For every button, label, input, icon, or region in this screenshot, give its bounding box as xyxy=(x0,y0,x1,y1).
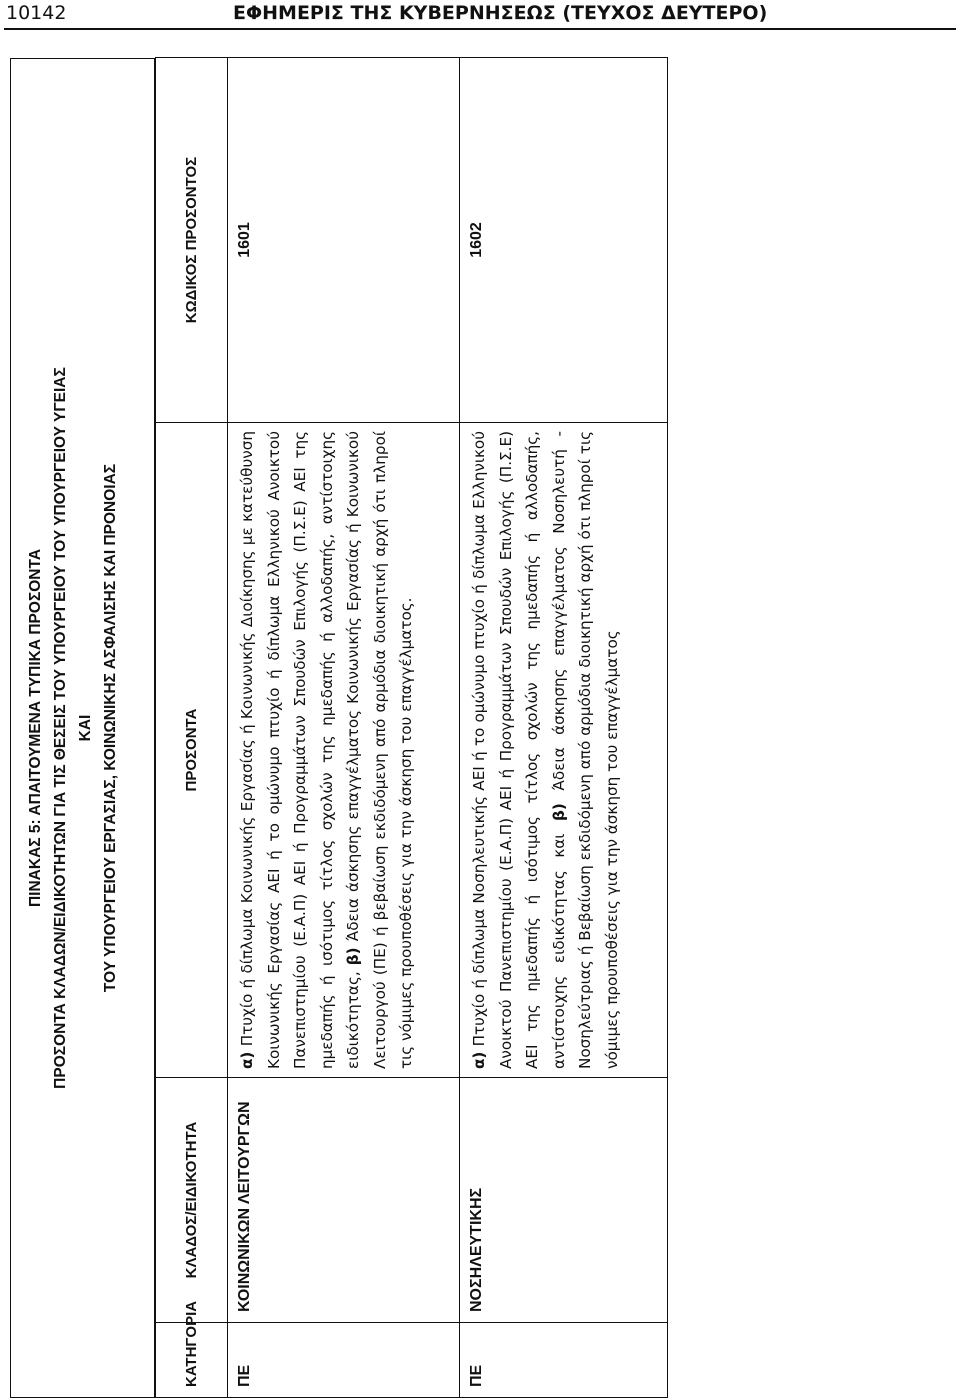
header-category: ΚΑΤΗΓΟΡΙΑ xyxy=(156,1323,228,1398)
item-a-label: α) xyxy=(470,1051,488,1069)
header-code: ΚΩΔΙΚΟΣ ΠΡΟΣΟΝΤΟΣ xyxy=(156,58,228,423)
category-cell: ΠΕ xyxy=(228,1323,460,1398)
qualifications-cell xyxy=(228,423,460,1078)
qualifications-table xyxy=(155,57,668,1398)
table-row xyxy=(228,58,460,1398)
category-cell: ΠΕ xyxy=(460,1323,668,1398)
page-number: 10142 xyxy=(6,2,67,24)
item-a-label: α) xyxy=(238,1051,256,1069)
table-row xyxy=(460,58,668,1398)
caption-line-2: ΠΡΟΣΟΝΤΑ ΚΛΑΔΩΝ/ΕΙΔΙΚΟΤΗΤΩΝ ΓΙΑ ΤΙΣ ΘΕΣΕΙΣ ΤΟΥ ΥΠΟΥΡΓΕΙΟΥ ΤΟΥ ΥΠΟΥΡΓΕΙΟΥ ΥΓΕΙΑΣ xyxy=(52,367,69,1089)
item-a-text: Πτυχίο ή δίπλωμα Νοσηλευτικής ΑΕΙ ή το ομώνυμο πτυχίο ή δίπλωμα Ελληνικού Ανοικτού Πανεπιστημίου (Ε.Α.Π) ΑΕΙ ή Προγραμμάτων Σπουδών Επιλογής (Π.Σ.Ε) ΑΕΙ της ημεδαπής ή ισότιμος τίτλος σχολών της ημεδαπής ή αλλοδαπής, αντίστοιχης ειδικότητας και xyxy=(470,431,568,1069)
header-branch: ΚΛΑΔΟΣ/ΕΙΔΙΚΟΤΗΤΑ xyxy=(156,1078,228,1323)
item-b-label: β) xyxy=(549,803,568,821)
gazette-title: ΕΦΗΜΕΡΙΣ ΤΗΣ ΚΥΒΕΡΝΗΣΕΩΣ (ΤΕΥΧΟΣ ΔΕΥΤΕΡΟ) xyxy=(233,2,768,24)
header-rule xyxy=(4,28,956,30)
code-cell: 1602 xyxy=(460,58,668,423)
caption-line-1: ΠΙΝΑΚΑΣ 5: ΑΠΑΙΤΟΥΜΕΝΑ ΤΥΠΙΚΑ ΠΡΟΣΟΝΤΑ xyxy=(27,548,44,908)
rotated-table-region xyxy=(10,58,640,1398)
caption-line-4: ΤΟΥ ΥΠΟΥΡΓΕΙΟΥ ΕΡΓΑΣΙΑΣ, ΚΟΙΝΩΝΙΚΗΣ ΑΣΦΑΛΙΣΗΣ ΚΑΙ ΠΡΟΝΟΙΑΣ xyxy=(102,463,119,993)
branch-cell: ΝΟΣΗΛΕΥΤΙΚΗΣ xyxy=(460,1078,668,1323)
table-header-row xyxy=(156,58,228,1398)
caption-line-3: ΚΑΙ xyxy=(77,714,94,742)
branch-cell: ΚΟΙΝΩΝΙΚΩΝ ΛΕΙΤΟΥΡΓΩΝ xyxy=(228,1078,460,1323)
page-header xyxy=(0,0,960,30)
item-b-text: Άδεια άσκησης επαγγέλματος Κοινωνικής Εργασίας ή Κοινωνικού Λειτουργού (ΠΕ) ή βεβαίωση εκδιδόμενη από αρμόδια διοικητική αρχή ότι πληροί τις νόμιμες προυποθέσεις για την άσκηση του επαγγέλματος. xyxy=(344,431,415,1069)
qualifications-cell xyxy=(460,423,668,1078)
item-b-text: Άδεια άσκησης επαγγέλματος Νοσηλευτή - Νοσηλεύτριας ή Βεβαίωση εκδιδόμενη από αρμόδια διοικητική αρχή ότι πληροί τις νόμιμες προυποθέσεις για την άσκηση του επαγγέλματος xyxy=(549,431,621,1069)
item-b-label: β) xyxy=(344,947,362,966)
code-cell: 1601 xyxy=(228,58,460,423)
item-a-text: Πτυχίο ή δίπλωμα Κοινωνικής Εργασίας ή Κοινωνικής Διοίκησης με κατεύθυνση Κοινωνικής Εργασίας ΑΕΙ ή το ομώνυμο πτυχίο ή δίπλωμα Ελληνικού Ανοικτού Πανεπιστημίου (Ε.Α.Π) ΑΕΙ ή Προγραμμάτων Σπουδών Επιλογής (Π.Σ.Ε) ΑΕΙ της ημεδαπής ή ισότιμος τίτλος σχολών της ημεδαπής ή αλλοδαπής, αντίστοιχης ειδικότητας, xyxy=(238,431,362,1069)
table-caption xyxy=(10,58,155,1398)
header-qualifications: ΠΡΟΣΟΝΤΑ xyxy=(156,423,228,1078)
